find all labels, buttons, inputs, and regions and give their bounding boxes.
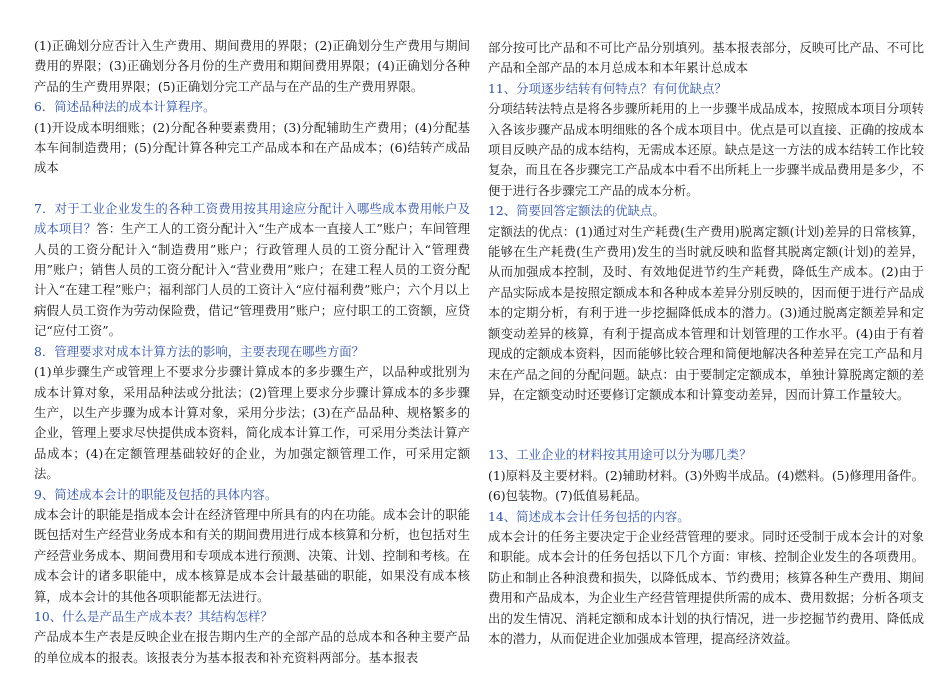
spacer (34, 179, 470, 199)
question-text: 10、什么是产品生产成本表？其结构怎样？ (34, 608, 273, 624)
left-column (34, 36, 470, 668)
question-text: 14、简述成本会计任务包括的内容。 (488, 508, 690, 524)
question-heading (34, 342, 470, 362)
question-heading (488, 445, 924, 465)
answer-paragraph: 产品成本生产表是反映企业在报告期内生产的全部产品的总成本和各种主要产品的单位成本的报表。该报表分为基本报表和补充资料两部分。基本报表 (34, 629, 470, 665)
question-text: 12、简要回答定额法的优缺点。 (488, 203, 665, 219)
question-text: 9、简述成本会计的职能及包括的具体内容。 (34, 486, 278, 502)
answer-text: 答：生产工人的工资分配计入“生产成本一直接人工”账户；车间管理人员的工资分配计入“制造费用”账户；行政管理人员的工资分配计入“管理费用”账户；销售人员的工资分配计入“营业费用”账户；在建工程人员的工资分配计入“在建工程”账户；福利部门人员的工资计入“应付福利费”账户；六个月以上病假人员工资作为劳动保险费，借记“管理费用”账户；应付职工的工资额，应贷记“应付工资”。 (34, 221, 471, 339)
question-text: 13、工业企业的材料按其用途可以分为哪几类？ (488, 447, 752, 463)
answer-paragraph: 分项结转法特点是将各步骤所耗用的上一步骤半成品成本，按照成本项目分项转入各该步骤产品成本明细账的各个成本项目中。优点是可以直接、正确的按成本项目反映产品的成本结构，无需成本还原。缺点是这一方法的成本结转工作比较复杂，而且在各步骤完工产品成本中看不出所耗上一步骤半成品费用是多少，不便于进行各步骤完工产品的成本分析。 (488, 101, 924, 198)
answer-paragraph: (1)开设成本明细账；(2)分配各种要素费用；(3)分配辅助生产费用；(4)分配基本车间制造费用；(5)分配计算各种完工产品成本和在产品成本；(6)结转产成品成本 (34, 119, 470, 176)
question-heading (488, 79, 924, 99)
question-heading (34, 607, 470, 627)
answer-paragraph: (1)单步骤生产或管理上不要求分步骤计算成本的多步骤生产，以品种或批别为成本计算对象，采用品种法或分批法；(2)管理上要求分步骤计算成本的多步骤生产，以生产步骤为成本计算对象，采用分步法；(3)在产品品种、规格繁多的企业，管理上要求尽快提供成本资料，简化成本计算工作，可采用分类法计算产品成本；(4)在定额管理基础较好的企业，为加强定额管理工作，可采用定额法。 (34, 364, 470, 482)
question-text: 6．简述品种法的成本计算程序。 (34, 99, 216, 115)
right-column (488, 38, 924, 649)
answer-paragraph: 成本会计的职能是指成本会计在经济管理中所具有的内在功能。成本会计的职能既包括对生产经营业务成本和有关的期间费用进行成本核算和分析，也包括对生产经营业务成本、期间费用和专项成本进行预测、决策、计划、控制和考核。在成本会计的诸多职能中，成本核算是成本会计最基础的职能，如果没有成本核算，成本会计的其他各项职能都无法进行。 (34, 506, 470, 604)
answer-paragraph: (1)原料及主要材料。(2)辅助材料。(3)外购半成品。(4)燃料。(5)修理用备件。(6)包装物。(7)低值易耗品。 (488, 467, 924, 504)
question-heading (488, 201, 924, 221)
answer-paragraph: 定额法的优点：(1)通过对生产耗费(生产费用)脱离定额(计划)差异的日常核算，能够在生产耗费(生产费用)发生的当时就反映和监督其脱离定额(计划)的差异，从而加强成本控制，及时、有效地促进节约生产耗费，降低生产成本。(2)由于产品实际成本是按照定额成本和各种成本差异分别反映的，因而便于进行产品成本的定期分析，有利于进一步挖掘降低成本的潜力。(3)通过脱离定额差异和定额变动差异的核算，有利于提高成本管理和计划管理的工作水平。(4)由于有着现成的定额成本资料，因而能够比较合理和简便地解决各种差异在完工产品和月末在产品之间的分配问题。缺点：由于要制定定额成本，单独计算脱离定额的差异，在定额变动时还要修订定额成本和计算变动差异，因而计算工作量较大。 (488, 223, 924, 402)
question-heading (34, 199, 470, 342)
question-text: 8．管理要求对成本计算方法的影响，主要表现在哪些方面？ (34, 343, 365, 359)
question-text: 11、分项逐步结转有何特点？有何优缺点？ (488, 80, 727, 96)
question-text: 7．对于工业企业发生的各种工资费用按其用途应分配计入哪些成本费用帐户及成本项目？ (34, 200, 470, 237)
answer-paragraph: (1)正确划分应否计入生产费用、期间费用的界限；(2)正确划分生产费用与期间费用的界限；(3)正确划分各月份的生产费用和期间费用界限；(4)正确划分各种产品的生产费用界限；(5)正确划分完工产品与在产品的生产费用界限。 (34, 38, 470, 94)
question-heading (488, 507, 924, 527)
answer-paragraph: 部分按可比产品和不可比产品分别填列。基本报表部分，反映可比产品、不可比产品和全部产品的本月总成本和本年累计总成本 (488, 40, 924, 76)
spacer (488, 405, 924, 445)
question-heading (34, 97, 470, 117)
question-heading (34, 485, 470, 505)
answer-paragraph: 成本会计的任务主要决定于企业经营管理的要求。同时还受制于成本会计的对象和职能。成本会计的任务包括以下几个方面：审核、控制企业发生的各项费用。防止和制止各种浪费和损失，以降低成本、节约费用；核算各种生产费用、期间费用和产品成本，为企业生产经营管理提供所需的成本、费用数据；分析各项支出的发生情况、消耗定额和成本计划的执行情况，进一步挖掘节约费用、降低成本的潜力，从而促进企业加强成本管理，提高经济效益。 (488, 528, 924, 646)
